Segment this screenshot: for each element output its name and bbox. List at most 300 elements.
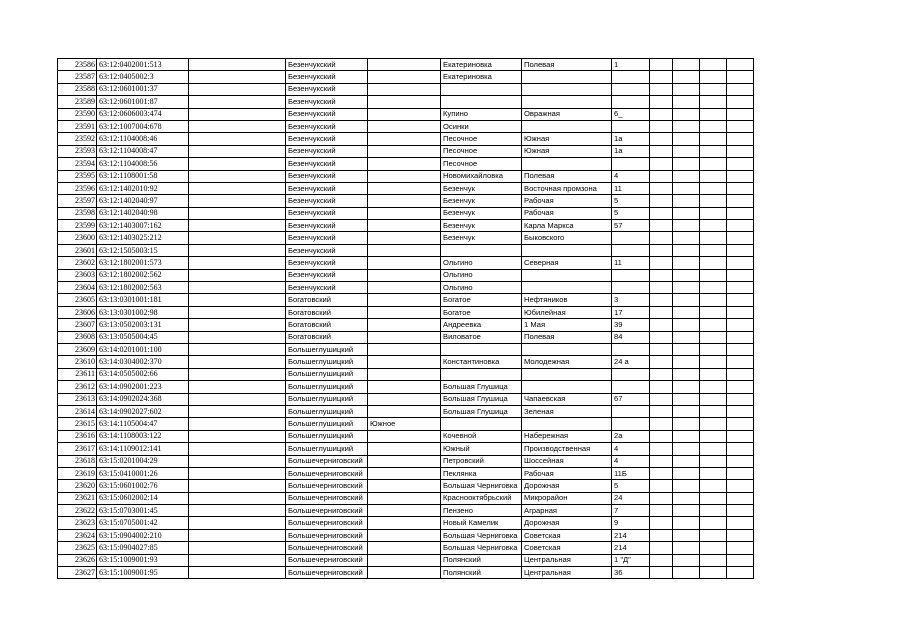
empty-cell bbox=[189, 71, 286, 83]
house-cell bbox=[612, 158, 650, 170]
street-cell: Советская bbox=[522, 542, 612, 554]
house-cell: 2а bbox=[612, 430, 650, 442]
house-cell: 11Б bbox=[612, 467, 650, 479]
street-cell: Производственная bbox=[522, 443, 612, 455]
locality-cell: Осинки bbox=[441, 120, 522, 132]
row-number-cell: 23595 bbox=[58, 170, 97, 182]
street-cell: Южная bbox=[522, 133, 612, 145]
empty-cell bbox=[673, 505, 700, 517]
row-number-cell: 23593 bbox=[58, 145, 97, 157]
empty-cell bbox=[700, 393, 727, 405]
street-cell: Рабочая bbox=[522, 207, 612, 219]
empty-cell bbox=[700, 108, 727, 120]
locality-cell: Богатое bbox=[441, 294, 522, 306]
empty-cell bbox=[673, 282, 700, 294]
cadastral-number-cell: 63:12:1108001:58 bbox=[97, 170, 189, 182]
empty-cell bbox=[189, 120, 286, 132]
settlement-cell bbox=[368, 120, 441, 132]
street-cell: 1 Мая bbox=[522, 319, 612, 331]
district-cell: Большечерниговский bbox=[286, 554, 368, 566]
cadastral-number-cell: 63:12:1402010:92 bbox=[97, 182, 189, 194]
row-number-cell: 23589 bbox=[58, 96, 97, 108]
house-cell bbox=[612, 269, 650, 281]
empty-cell bbox=[673, 207, 700, 219]
settlement-cell bbox=[368, 393, 441, 405]
row-number-cell: 23619 bbox=[58, 467, 97, 479]
cadastral-number-cell: 63:13:0301001:181 bbox=[97, 294, 189, 306]
empty-cell bbox=[700, 282, 727, 294]
street-cell: Рабочая bbox=[522, 467, 612, 479]
empty-cell bbox=[650, 232, 673, 244]
empty-cell bbox=[189, 282, 286, 294]
row-number-cell: 23621 bbox=[58, 492, 97, 504]
empty-cell bbox=[189, 480, 286, 492]
row-number-cell: 23591 bbox=[58, 120, 97, 132]
settlement-cell bbox=[368, 567, 441, 579]
empty-cell bbox=[650, 257, 673, 269]
row-number-cell: 23616 bbox=[58, 430, 97, 442]
street-cell: Полевая bbox=[522, 331, 612, 343]
district-cell: Безенчукский bbox=[286, 257, 368, 269]
empty-cell bbox=[700, 182, 727, 194]
district-cell: Большечерниговский bbox=[286, 467, 368, 479]
row-number-cell: 23608 bbox=[58, 331, 97, 343]
empty-cell bbox=[189, 145, 286, 157]
empty-cell bbox=[700, 356, 727, 368]
empty-cell bbox=[673, 182, 700, 194]
empty-cell bbox=[727, 492, 754, 504]
cadastral-number-cell: 63:12:1802002:563 bbox=[97, 282, 189, 294]
house-cell: 5 bbox=[612, 480, 650, 492]
locality-cell: Безенчук bbox=[441, 207, 522, 219]
empty-cell bbox=[700, 269, 727, 281]
table-row bbox=[58, 294, 754, 306]
empty-cell bbox=[189, 529, 286, 541]
street-cell bbox=[522, 244, 612, 256]
house-cell: 9 bbox=[612, 517, 650, 529]
table-row bbox=[58, 542, 754, 554]
empty-cell bbox=[727, 294, 754, 306]
settlement-cell bbox=[368, 108, 441, 120]
empty-cell bbox=[650, 554, 673, 566]
empty-cell bbox=[189, 133, 286, 145]
empty-cell bbox=[700, 71, 727, 83]
district-cell: Безенчукский bbox=[286, 170, 368, 182]
empty-cell bbox=[727, 232, 754, 244]
empty-cell bbox=[700, 542, 727, 554]
cadastral-number-cell: 63:15:0904002:210 bbox=[97, 529, 189, 541]
district-cell: Богатовский bbox=[286, 331, 368, 343]
house-cell: 1а bbox=[612, 133, 650, 145]
house-cell: 4 bbox=[612, 443, 650, 455]
cadastral-number-cell: 63:14:0201001:100 bbox=[97, 343, 189, 355]
cadastral-number-cell: 63:13:0502003:131 bbox=[97, 319, 189, 331]
street-cell: Дорожная bbox=[522, 517, 612, 529]
street-cell: Шоссейная bbox=[522, 455, 612, 467]
street-cell bbox=[522, 269, 612, 281]
district-cell: Безенчукский bbox=[286, 96, 368, 108]
settlement-cell bbox=[368, 405, 441, 417]
empty-cell bbox=[727, 517, 754, 529]
house-cell: 214 bbox=[612, 529, 650, 541]
empty-cell bbox=[650, 71, 673, 83]
empty-cell bbox=[700, 467, 727, 479]
house-cell bbox=[612, 368, 650, 380]
empty-cell bbox=[650, 195, 673, 207]
empty-cell bbox=[189, 368, 286, 380]
empty-cell bbox=[700, 492, 727, 504]
street-cell bbox=[522, 96, 612, 108]
table-row bbox=[58, 282, 754, 294]
empty-cell bbox=[673, 480, 700, 492]
locality-cell: Большая Глушица bbox=[441, 393, 522, 405]
empty-cell bbox=[189, 269, 286, 281]
locality-cell: Песочное bbox=[441, 133, 522, 145]
empty-cell bbox=[650, 480, 673, 492]
house-cell: 1 bbox=[612, 59, 650, 71]
empty-cell bbox=[673, 567, 700, 579]
empty-cell bbox=[700, 170, 727, 182]
street-cell: Полевая bbox=[522, 59, 612, 71]
empty-cell bbox=[727, 96, 754, 108]
table-row bbox=[58, 257, 754, 269]
street-cell: Юбилейная bbox=[522, 306, 612, 318]
empty-cell bbox=[189, 195, 286, 207]
empty-cell bbox=[700, 529, 727, 541]
empty-cell bbox=[650, 220, 673, 232]
district-cell: Богатовский bbox=[286, 294, 368, 306]
empty-cell bbox=[189, 405, 286, 417]
table-body bbox=[58, 59, 754, 579]
settlement-cell bbox=[368, 294, 441, 306]
empty-cell bbox=[189, 381, 286, 393]
empty-cell bbox=[673, 331, 700, 343]
table-row bbox=[58, 108, 754, 120]
locality-cell: Безенчук bbox=[441, 182, 522, 194]
house-cell bbox=[612, 343, 650, 355]
empty-cell bbox=[650, 356, 673, 368]
table-row bbox=[58, 244, 754, 256]
empty-cell bbox=[650, 567, 673, 579]
empty-cell bbox=[727, 554, 754, 566]
settlement-cell bbox=[368, 182, 441, 194]
empty-cell bbox=[189, 356, 286, 368]
street-cell bbox=[522, 368, 612, 380]
empty-cell bbox=[727, 108, 754, 120]
cadastral-number-cell: 63:15:0703001:45 bbox=[97, 505, 189, 517]
empty-cell bbox=[189, 207, 286, 219]
locality-cell bbox=[441, 343, 522, 355]
table-row bbox=[58, 505, 754, 517]
settlement-cell bbox=[368, 96, 441, 108]
house-cell: 7 bbox=[612, 505, 650, 517]
locality-cell: Виловатое bbox=[441, 331, 522, 343]
cadastral-number-cell: 63:12:1104008:47 bbox=[97, 145, 189, 157]
settlement-cell bbox=[368, 381, 441, 393]
street-cell: Нефтяников bbox=[522, 294, 612, 306]
table-row bbox=[58, 331, 754, 343]
empty-cell bbox=[673, 517, 700, 529]
table-row bbox=[58, 455, 754, 467]
district-cell: Большеглушицкий bbox=[286, 430, 368, 442]
empty-cell bbox=[673, 443, 700, 455]
row-number-cell: 23617 bbox=[58, 443, 97, 455]
district-cell: Большеглушицкий bbox=[286, 343, 368, 355]
empty-cell bbox=[727, 393, 754, 405]
empty-cell bbox=[673, 71, 700, 83]
district-cell: Большеглушицкий bbox=[286, 405, 368, 417]
table-row bbox=[58, 492, 754, 504]
row-number-cell: 23597 bbox=[58, 195, 97, 207]
empty-cell bbox=[727, 207, 754, 219]
street-cell: Рабочая bbox=[522, 195, 612, 207]
empty-cell bbox=[650, 505, 673, 517]
empty-cell bbox=[650, 207, 673, 219]
empty-cell bbox=[700, 418, 727, 430]
row-number-cell: 23609 bbox=[58, 343, 97, 355]
house-cell: 3 bbox=[612, 294, 650, 306]
street-cell: Южная bbox=[522, 145, 612, 157]
settlement-cell bbox=[368, 145, 441, 157]
empty-cell bbox=[727, 244, 754, 256]
settlement-cell bbox=[368, 59, 441, 71]
empty-cell bbox=[673, 393, 700, 405]
empty-cell bbox=[700, 207, 727, 219]
street-cell: Зеленая bbox=[522, 405, 612, 417]
row-number-cell: 23586 bbox=[58, 59, 97, 71]
empty-cell bbox=[650, 294, 673, 306]
settlement-cell bbox=[368, 430, 441, 442]
empty-cell bbox=[700, 455, 727, 467]
row-number-cell: 23613 bbox=[58, 393, 97, 405]
cadastral-number-cell: 63:12:1104008:56 bbox=[97, 158, 189, 170]
empty-cell bbox=[650, 331, 673, 343]
empty-cell bbox=[650, 83, 673, 95]
row-number-cell: 23604 bbox=[58, 282, 97, 294]
locality-cell: Безенчук bbox=[441, 195, 522, 207]
row-number-cell: 23605 bbox=[58, 294, 97, 306]
row-number-cell: 23603 bbox=[58, 269, 97, 281]
table-row bbox=[58, 306, 754, 318]
cadastral-number-cell: 63:12:1505003:15 bbox=[97, 244, 189, 256]
settlement-cell bbox=[368, 467, 441, 479]
empty-cell bbox=[700, 480, 727, 492]
district-cell: Безенчукский bbox=[286, 133, 368, 145]
cadastral-number-cell: 63:12:0402001:513 bbox=[97, 59, 189, 71]
empty-cell bbox=[673, 467, 700, 479]
settlement-cell bbox=[368, 331, 441, 343]
cadastral-number-cell: 63:14:1108003:122 bbox=[97, 430, 189, 442]
cadastral-number-cell: 63:15:1009001:95 bbox=[97, 567, 189, 579]
settlement-cell bbox=[368, 517, 441, 529]
house-cell: 39 bbox=[612, 319, 650, 331]
settlement-cell: Южное bbox=[368, 418, 441, 430]
empty-cell bbox=[727, 356, 754, 368]
empty-cell bbox=[673, 405, 700, 417]
empty-cell bbox=[700, 133, 727, 145]
empty-cell bbox=[700, 120, 727, 132]
empty-cell bbox=[189, 467, 286, 479]
settlement-cell bbox=[368, 282, 441, 294]
empty-cell bbox=[727, 145, 754, 157]
empty-cell bbox=[673, 343, 700, 355]
empty-cell bbox=[650, 306, 673, 318]
cadastral-number-cell: 63:13:0301002:98 bbox=[97, 306, 189, 318]
empty-cell bbox=[673, 306, 700, 318]
empty-cell bbox=[673, 232, 700, 244]
empty-cell bbox=[189, 567, 286, 579]
district-cell: Безенчукский bbox=[286, 182, 368, 194]
row-number-cell: 23623 bbox=[58, 517, 97, 529]
street-cell: Дорожная bbox=[522, 480, 612, 492]
locality-cell: Большая Черниговка bbox=[441, 480, 522, 492]
settlement-cell bbox=[368, 83, 441, 95]
settlement-cell bbox=[368, 306, 441, 318]
empty-cell bbox=[700, 306, 727, 318]
locality-cell: Петровский bbox=[441, 455, 522, 467]
district-cell: Безенчукский bbox=[286, 59, 368, 71]
empty-cell bbox=[189, 83, 286, 95]
district-cell: Безенчукский bbox=[286, 108, 368, 120]
empty-cell bbox=[650, 182, 673, 194]
table-row bbox=[58, 467, 754, 479]
row-number-cell: 23622 bbox=[58, 505, 97, 517]
empty-cell bbox=[189, 158, 286, 170]
house-cell bbox=[612, 83, 650, 95]
table-row bbox=[58, 207, 754, 219]
locality-cell: Большая Черниговка bbox=[441, 529, 522, 541]
empty-cell bbox=[700, 83, 727, 95]
empty-cell bbox=[189, 170, 286, 182]
district-cell: Большечерниговский bbox=[286, 567, 368, 579]
settlement-cell bbox=[368, 492, 441, 504]
empty-cell bbox=[189, 306, 286, 318]
empty-cell bbox=[700, 554, 727, 566]
district-cell: Безенчукский bbox=[286, 158, 368, 170]
empty-cell bbox=[189, 59, 286, 71]
district-cell: Большеглушицкий bbox=[286, 443, 368, 455]
empty-cell bbox=[673, 59, 700, 71]
settlement-cell bbox=[368, 195, 441, 207]
empty-cell bbox=[700, 443, 727, 455]
table-row bbox=[58, 158, 754, 170]
cadastral-number-cell: 63:14:0505002:66 bbox=[97, 368, 189, 380]
empty-cell bbox=[673, 269, 700, 281]
empty-cell bbox=[189, 343, 286, 355]
empty-cell bbox=[727, 59, 754, 71]
locality-cell: Екатериновка bbox=[441, 59, 522, 71]
house-cell: 24 bbox=[612, 492, 650, 504]
empty-cell bbox=[700, 257, 727, 269]
street-cell: Аграрная bbox=[522, 505, 612, 517]
locality-cell: Песочное bbox=[441, 158, 522, 170]
empty-cell bbox=[727, 133, 754, 145]
settlement-cell bbox=[368, 220, 441, 232]
row-number-cell: 23624 bbox=[58, 529, 97, 541]
table-row bbox=[58, 83, 754, 95]
settlement-cell bbox=[368, 269, 441, 281]
empty-cell bbox=[650, 145, 673, 157]
cadastral-number-cell: 63:14:0902001:223 bbox=[97, 381, 189, 393]
empty-cell bbox=[727, 567, 754, 579]
locality-cell: Полянский bbox=[441, 554, 522, 566]
district-cell: Безенчукский bbox=[286, 71, 368, 83]
empty-cell bbox=[727, 455, 754, 467]
empty-cell bbox=[727, 343, 754, 355]
empty-cell bbox=[727, 83, 754, 95]
empty-cell bbox=[700, 517, 727, 529]
table-row bbox=[58, 269, 754, 281]
locality-cell: Новый Камелик bbox=[441, 517, 522, 529]
district-cell: Большеглушицкий bbox=[286, 418, 368, 430]
table-row bbox=[58, 443, 754, 455]
street-cell bbox=[522, 418, 612, 430]
house-cell: 17 bbox=[612, 306, 650, 318]
empty-cell bbox=[650, 430, 673, 442]
street-cell: Северная bbox=[522, 257, 612, 269]
empty-cell bbox=[673, 554, 700, 566]
cadastral-number-cell: 63:12:1402040:97 bbox=[97, 195, 189, 207]
table-row bbox=[58, 529, 754, 541]
house-cell bbox=[612, 71, 650, 83]
district-cell: Большечерниговский bbox=[286, 517, 368, 529]
empty-cell bbox=[727, 269, 754, 281]
locality-cell: Богатое bbox=[441, 306, 522, 318]
cadastral-number-cell: 63:15:1009001:93 bbox=[97, 554, 189, 566]
row-number-cell: 23594 bbox=[58, 158, 97, 170]
table-row bbox=[58, 393, 754, 405]
empty-cell bbox=[650, 244, 673, 256]
district-cell: Большеглушицкий bbox=[286, 356, 368, 368]
table-row bbox=[58, 133, 754, 145]
row-number-cell: 23600 bbox=[58, 232, 97, 244]
settlement-cell bbox=[368, 71, 441, 83]
district-cell: Большеглушицкий bbox=[286, 393, 368, 405]
empty-cell bbox=[700, 319, 727, 331]
empty-cell bbox=[673, 83, 700, 95]
house-cell bbox=[612, 282, 650, 294]
table-row bbox=[58, 517, 754, 529]
empty-cell bbox=[727, 418, 754, 430]
district-cell: Большечерниговский bbox=[286, 492, 368, 504]
empty-cell bbox=[650, 492, 673, 504]
empty-cell bbox=[673, 170, 700, 182]
empty-cell bbox=[700, 59, 727, 71]
empty-cell bbox=[189, 455, 286, 467]
locality-cell: Андреевка bbox=[441, 319, 522, 331]
row-number-cell: 23626 bbox=[58, 554, 97, 566]
settlement-cell bbox=[368, 207, 441, 219]
spreadsheet-table bbox=[57, 58, 754, 579]
street-cell bbox=[522, 83, 612, 95]
empty-cell bbox=[650, 120, 673, 132]
cadastral-number-cell: 63:12:1403007:162 bbox=[97, 220, 189, 232]
empty-cell bbox=[673, 319, 700, 331]
empty-cell bbox=[727, 195, 754, 207]
empty-cell bbox=[189, 244, 286, 256]
street-cell: Карла Маркса bbox=[522, 220, 612, 232]
row-number-cell: 23599 bbox=[58, 220, 97, 232]
table-row bbox=[58, 71, 754, 83]
empty-cell bbox=[700, 96, 727, 108]
cadastral-number-cell: 63:12:1403025:212 bbox=[97, 232, 189, 244]
district-cell: Безенчукский bbox=[286, 244, 368, 256]
table-row bbox=[58, 480, 754, 492]
locality-cell bbox=[441, 244, 522, 256]
empty-cell bbox=[700, 368, 727, 380]
table-row bbox=[58, 554, 754, 566]
table-row bbox=[58, 368, 754, 380]
